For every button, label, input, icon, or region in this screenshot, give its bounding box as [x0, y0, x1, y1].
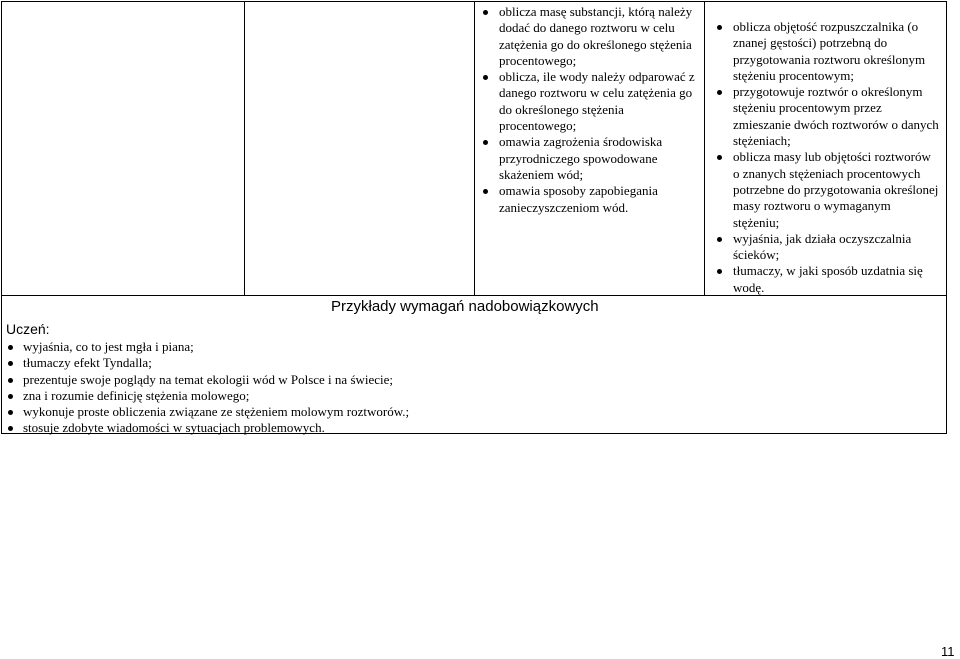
- bullet-icon: [717, 90, 722, 95]
- list-item: [481, 183, 699, 216]
- list-item: [715, 263, 940, 296]
- list-item: [715, 84, 940, 149]
- bullet-icon: [483, 75, 488, 80]
- bullet-icon: [717, 25, 722, 30]
- list-item-text: oblicza masy lub objętości roztworów o znanych stężeniach procentowych potrzebne do przygotowania określonej masy roztworu o wymaganym stężeniu;: [733, 149, 939, 230]
- list-item: [6, 388, 606, 404]
- list-item: [6, 355, 606, 371]
- list-item: [481, 134, 699, 183]
- list-item: [6, 404, 606, 420]
- list-item: [6, 372, 606, 388]
- list-item: [715, 19, 940, 84]
- list-item: [6, 339, 606, 355]
- list-item: [481, 4, 699, 69]
- bullet-icon: [717, 269, 722, 274]
- list-item: [481, 69, 699, 134]
- table-row: [2, 2, 946, 295]
- bullet-icon: [483, 189, 488, 194]
- list-item: [715, 231, 940, 264]
- bullet-icon: [483, 10, 488, 15]
- list-item-text: oblicza, ile wody należy odparować z danego roztworu w celu zatężenia go do określonego stężenia procentowego;: [499, 69, 695, 134]
- bullet-icon: [8, 394, 13, 399]
- table-cell-column1: [2, 2, 245, 295]
- section-title: Przykłady wymagań nadobowiązkowych: [331, 298, 599, 315]
- bullet-icon: [8, 410, 13, 415]
- bullet-icon: [8, 361, 13, 366]
- table-cell-column2: [245, 2, 475, 295]
- list-item-text: tłumaczy, w jaki sposób uzdatnia się wodę.: [733, 263, 923, 295]
- list-item-text: oblicza objętość rozpuszczalnika (o znanej gęstości) potrzebną do przygotowania roztworu określonym stężeniu procentowym;: [733, 19, 926, 83]
- bullet-icon: [483, 140, 488, 145]
- list-item-text: omawia sposoby zapobiegania zanieczyszczeniom wód.: [499, 183, 658, 215]
- page-number: 11: [941, 644, 955, 659]
- bullet-icon: [8, 426, 13, 431]
- list-item-text: stosuje zdobyte wiadomości w sytuacjach problemowych.: [23, 420, 325, 436]
- list-item-text: oblicza masę substancji, którą należy dodać do danego roztworu w celu zatężenia go do określonego stężenia procentowego;: [499, 4, 693, 68]
- list-item-text: prezentuje swoje poglądy na temat ekologii wód w Polsce i na świecie;: [23, 371, 394, 387]
- bullet-icon: [8, 345, 13, 350]
- list-item-text: przygotowuje roztwór o określonym stężeniu procentowym przez zmieszanie dwóch roztworów o danych stężeniach;: [733, 84, 939, 149]
- requirements-table: [1, 1, 947, 434]
- list-item: [715, 149, 940, 230]
- column3-list: [481, 4, 699, 216]
- advanced-requirements-list: [6, 339, 606, 437]
- list-item-text: tłumaczy efekt Tyndalla;: [23, 355, 152, 371]
- table-cell-column4: [705, 2, 946, 295]
- bullet-icon: [717, 237, 722, 242]
- list-item-text: zna i rozumie definicję stężenia molowego;: [23, 387, 250, 403]
- column4-list: [715, 19, 940, 296]
- list-item-text: wyjaśnia, co to jest mgła i piana;: [23, 339, 194, 354]
- bullet-icon: [8, 378, 13, 383]
- list-item: [6, 420, 606, 436]
- student-label: Uczeń:: [6, 321, 50, 337]
- row-divider: [2, 295, 946, 296]
- list-item-text: wykonuje proste obliczenia związane ze stężeniem molowym roztworów.;: [23, 404, 410, 420]
- list-item-text: wyjaśnia, jak działa oczyszczalnia ścieków;: [733, 230, 912, 263]
- bullet-icon: [717, 155, 722, 160]
- table-cell-column3: [475, 2, 705, 295]
- list-item-text: omawia zagrożenia środowiska przyrodniczego spowodowane skażeniem wód;: [499, 134, 663, 182]
